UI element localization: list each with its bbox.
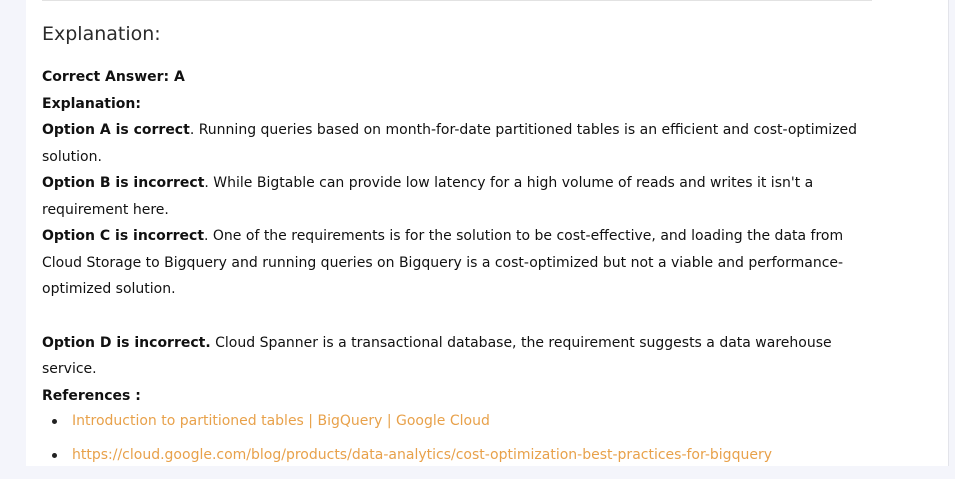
option-b-label: Option B is incorrect: [42, 175, 205, 191]
option-d-text: Cloud Spanner is a transactional database, the requirement suggests a data warehouse service.: [42, 334, 832, 377]
spacer: [42, 303, 887, 330]
explanation-content: [42, 20, 887, 479]
option-b-text: . While Bigtable can provide low latency for a high volume of reads and writes it isn't a requirement here.: [42, 175, 814, 218]
option-c-label: Option C is incorrect: [42, 228, 205, 244]
correct-answer: [42, 64, 887, 91]
option-b-explanation: [42, 170, 887, 223]
references-list: [42, 411, 887, 465]
top-divider: [42, 0, 872, 1]
references-label: [42, 383, 887, 410]
explanation-panel: [26, 0, 949, 466]
reference-link-cost-optimization[interactable]: https://cloud.google.com/blog/products/data-analytics/cost-optimization-best-practices-for-bigquery: [72, 447, 772, 463]
explanation-label: [42, 91, 887, 118]
reference-item: [52, 411, 887, 431]
option-a-explanation: [42, 117, 887, 170]
references-label-text: References :: [42, 387, 141, 404]
option-d-explanation: [42, 330, 887, 383]
correct-answer-text: Correct Answer: A: [42, 69, 185, 85]
option-a-label: Option A is correct: [42, 122, 190, 138]
section-title: Explanation:: [42, 23, 161, 45]
bullet-icon: [52, 453, 57, 458]
option-a-text: . Running queries based on month-for-date partitioned tables is an efficient and cost-optimized solution.: [42, 122, 858, 165]
option-c-explanation: [42, 223, 887, 303]
option-c-text: . One of the requirements is for the solution to be cost-effective, and loading the data from Cloud Storage to Bigquery and running queries on Bigquery is a cost-optimized but not a viable and performance-optimized solution.: [42, 228, 844, 297]
reference-link-partitioned-tables[interactable]: Introduction to partitioned tables | BigQuery | Google Cloud: [72, 413, 490, 429]
explanation-label-text: Explanation:: [42, 95, 141, 112]
option-d-label: Option D is incorrect.: [42, 334, 211, 351]
bullet-icon: [52, 419, 57, 424]
reference-item: [52, 445, 887, 465]
